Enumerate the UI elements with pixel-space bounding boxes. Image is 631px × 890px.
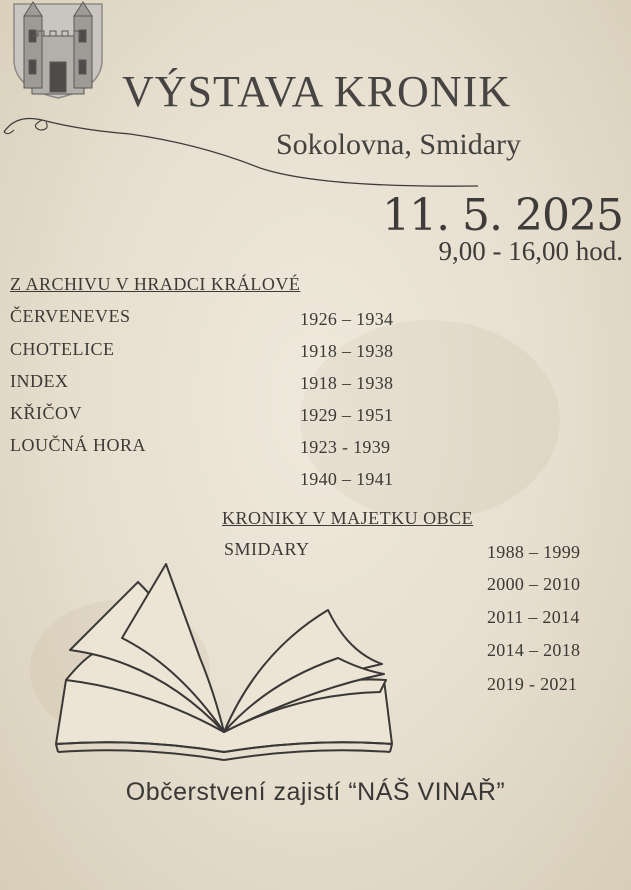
- archive-row-name: CHOTELICE: [10, 339, 115, 359]
- archive-heading: Z ARCHIVU V HRADCI KRÁLOVÉ: [10, 274, 301, 294]
- venue-text: Sokolovna, Smidary: [276, 128, 521, 161]
- archive-row-name: KŘIČOV: [10, 403, 83, 423]
- archive-row-name: LOUČNÁ HORA: [10, 435, 146, 455]
- archive-row-years: 1940 – 1941: [300, 469, 394, 489]
- archive-row-years: 1918 – 1938: [300, 373, 394, 393]
- event-time: 9,00 - 16,00 hod.: [438, 236, 623, 266]
- municipal-years: 2000 – 2010: [487, 574, 581, 594]
- swirl-ornament-icon: [0, 110, 480, 192]
- municipal-heading: KRONIKY V MAJETKU OBCE: [222, 508, 474, 528]
- municipal-years: 2019 - 2021: [487, 674, 578, 694]
- open-book-icon: [48, 562, 398, 762]
- archive-row-years: 1926 – 1934: [300, 309, 394, 329]
- archive-row-years: 1918 – 1938: [300, 341, 394, 361]
- coat-of-arms-icon: [10, 0, 106, 100]
- refreshments-note: Občerstvení zajistí “NÁŠ VINAŘ”: [125, 778, 506, 806]
- archive-row-years: 1929 – 1951: [300, 405, 394, 425]
- municipal-years: 1988 – 1999: [487, 542, 581, 562]
- poster-title: VÝSTAVA KRONIK: [122, 67, 512, 116]
- event-date: 11. 5. 2025: [382, 190, 623, 241]
- archive-row-name: ČERVENEVES: [10, 306, 131, 326]
- municipal-years: 2014 – 2018: [487, 640, 581, 660]
- archive-row-years: 1923 - 1939: [300, 437, 391, 457]
- municipal-name: SMIDARY: [224, 539, 310, 559]
- archive-row-name: INDEX: [10, 371, 69, 391]
- municipal-years: 2011 – 2014: [487, 607, 580, 627]
